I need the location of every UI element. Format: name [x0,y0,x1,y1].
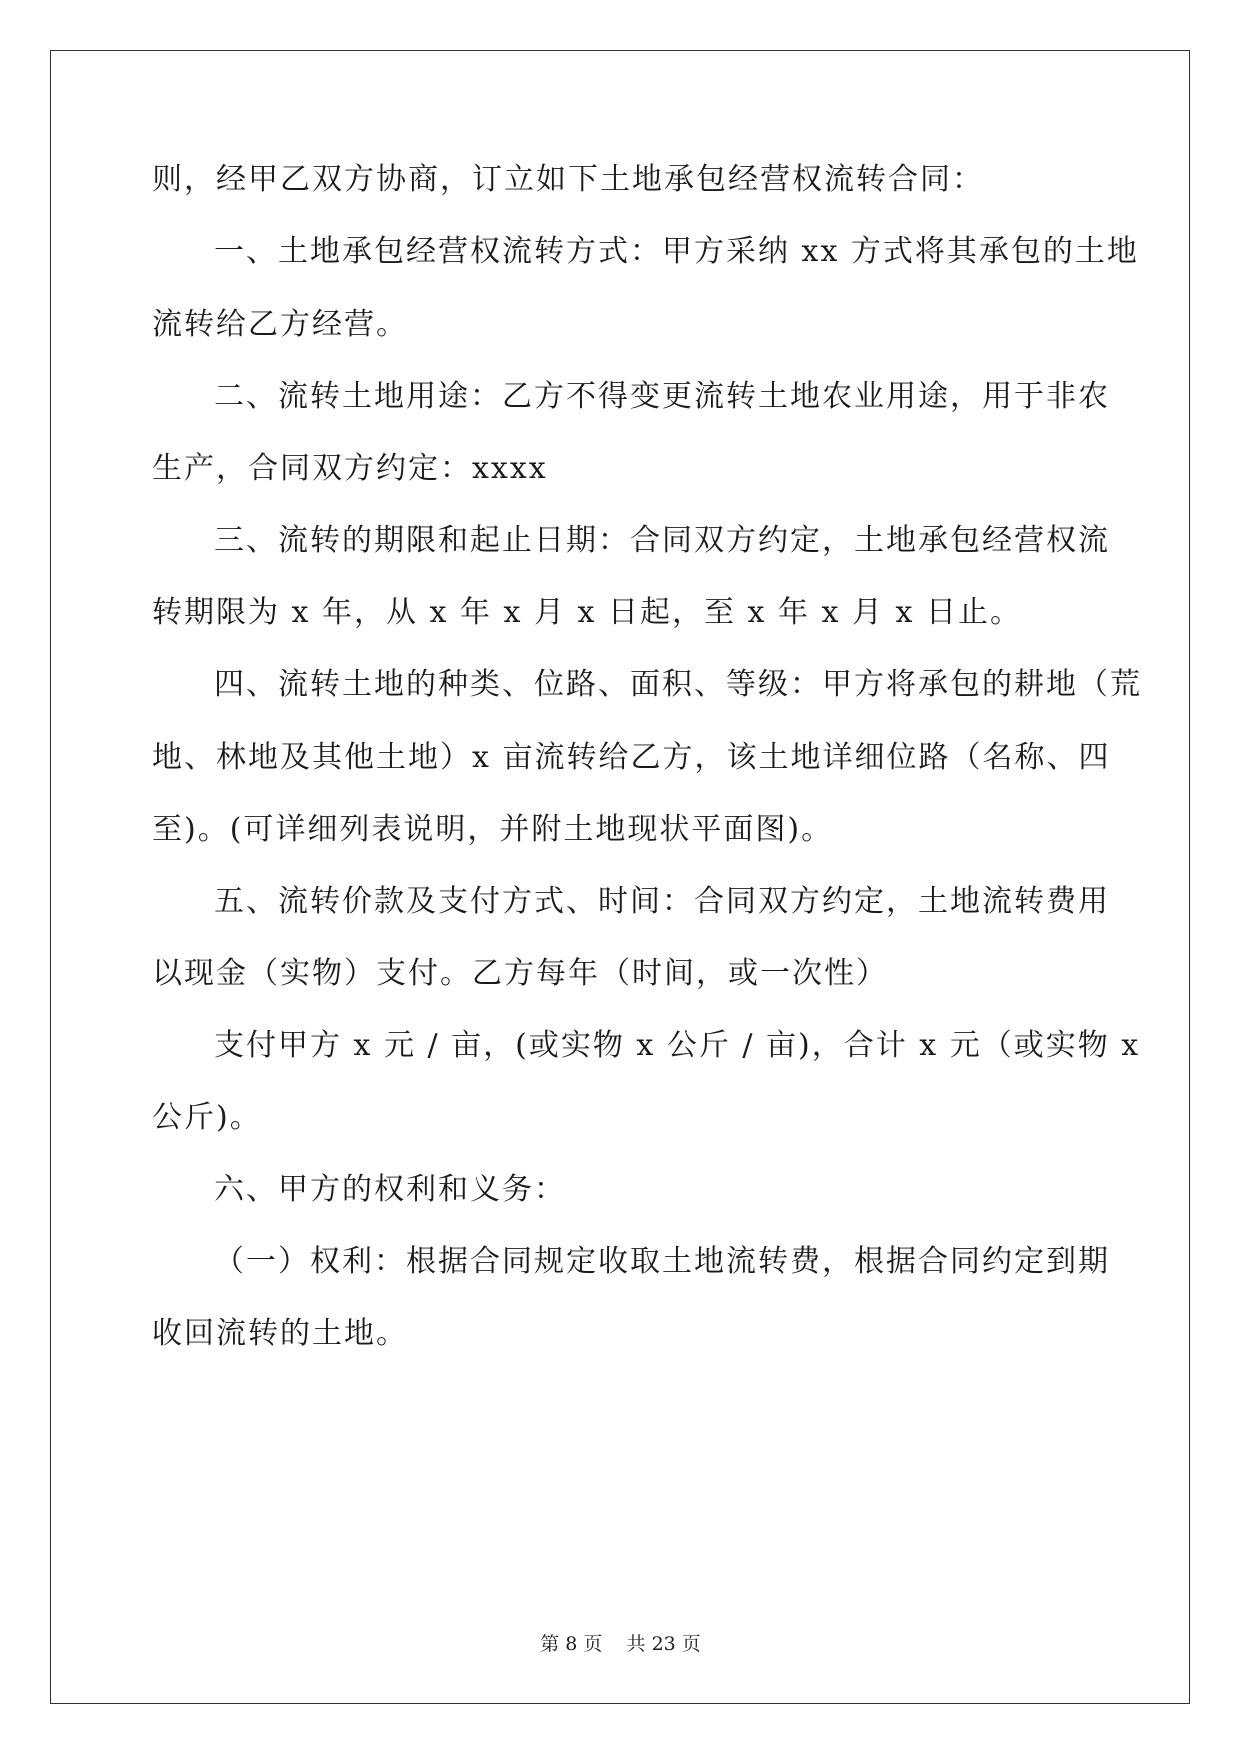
text-line: 五、流转价款及支付方式、时间：合同双方约定，土地流转费用 [214,884,1110,919]
page-frame [50,50,1190,1704]
page-total: 共 23 页 [626,1633,701,1655]
text-line: 四、流转土地的种类、位路、面积、等级：甲方将承包的耕地（荒 [214,667,1142,702]
text-line: 二、流转土地用途：乙方不得变更流转土地农业用途，用于非农 [214,379,1110,414]
text-line: 收回流转的土地。 [152,1316,408,1351]
text-line: 三、流转的期限和起止日期：合同双方约定，土地承包经营权流 [214,523,1110,558]
text-line: 生产，合同双方约定：xxxx [152,451,548,486]
text-line: 至)。(可详细列表说明，并附土地现状平面图)。 [152,812,834,847]
page-footer [0,1632,1241,1656]
text-line: 转期限为 x 年，从 x 年 x 月 x 日起，至 x 年 x 月 x 日止。 [152,595,1022,630]
text-line: 支付甲方 x 元 / 亩，(或实物 x 公斤 / 亩)，合计 x 元（或实物 x [214,1028,1141,1063]
text-line: 六、甲方的权利和义务： [214,1172,566,1207]
text-line: 以现金（实物）支付。乙方每年（时间，或一次性） [152,956,888,991]
text-line: 则，经甲乙双方协商，订立如下土地承包经营权流转合同： [152,162,984,197]
text-line: 地、林地及其他土地）x 亩流转给乙方，该土地详细位路（名称、四 [152,740,1111,775]
page-number: 第 8 页 [540,1633,603,1655]
text-line: 公斤)。 [152,1100,262,1135]
text-line: 流转给乙方经营。 [152,307,408,342]
text-line: 一、土地承包经营权流转方式：甲方采纳 xx 方式将其承包的土地 [214,234,1139,269]
text-line: （一）权利：根据合同规定收取土地流转费，根据合同约定到期 [214,1244,1110,1279]
